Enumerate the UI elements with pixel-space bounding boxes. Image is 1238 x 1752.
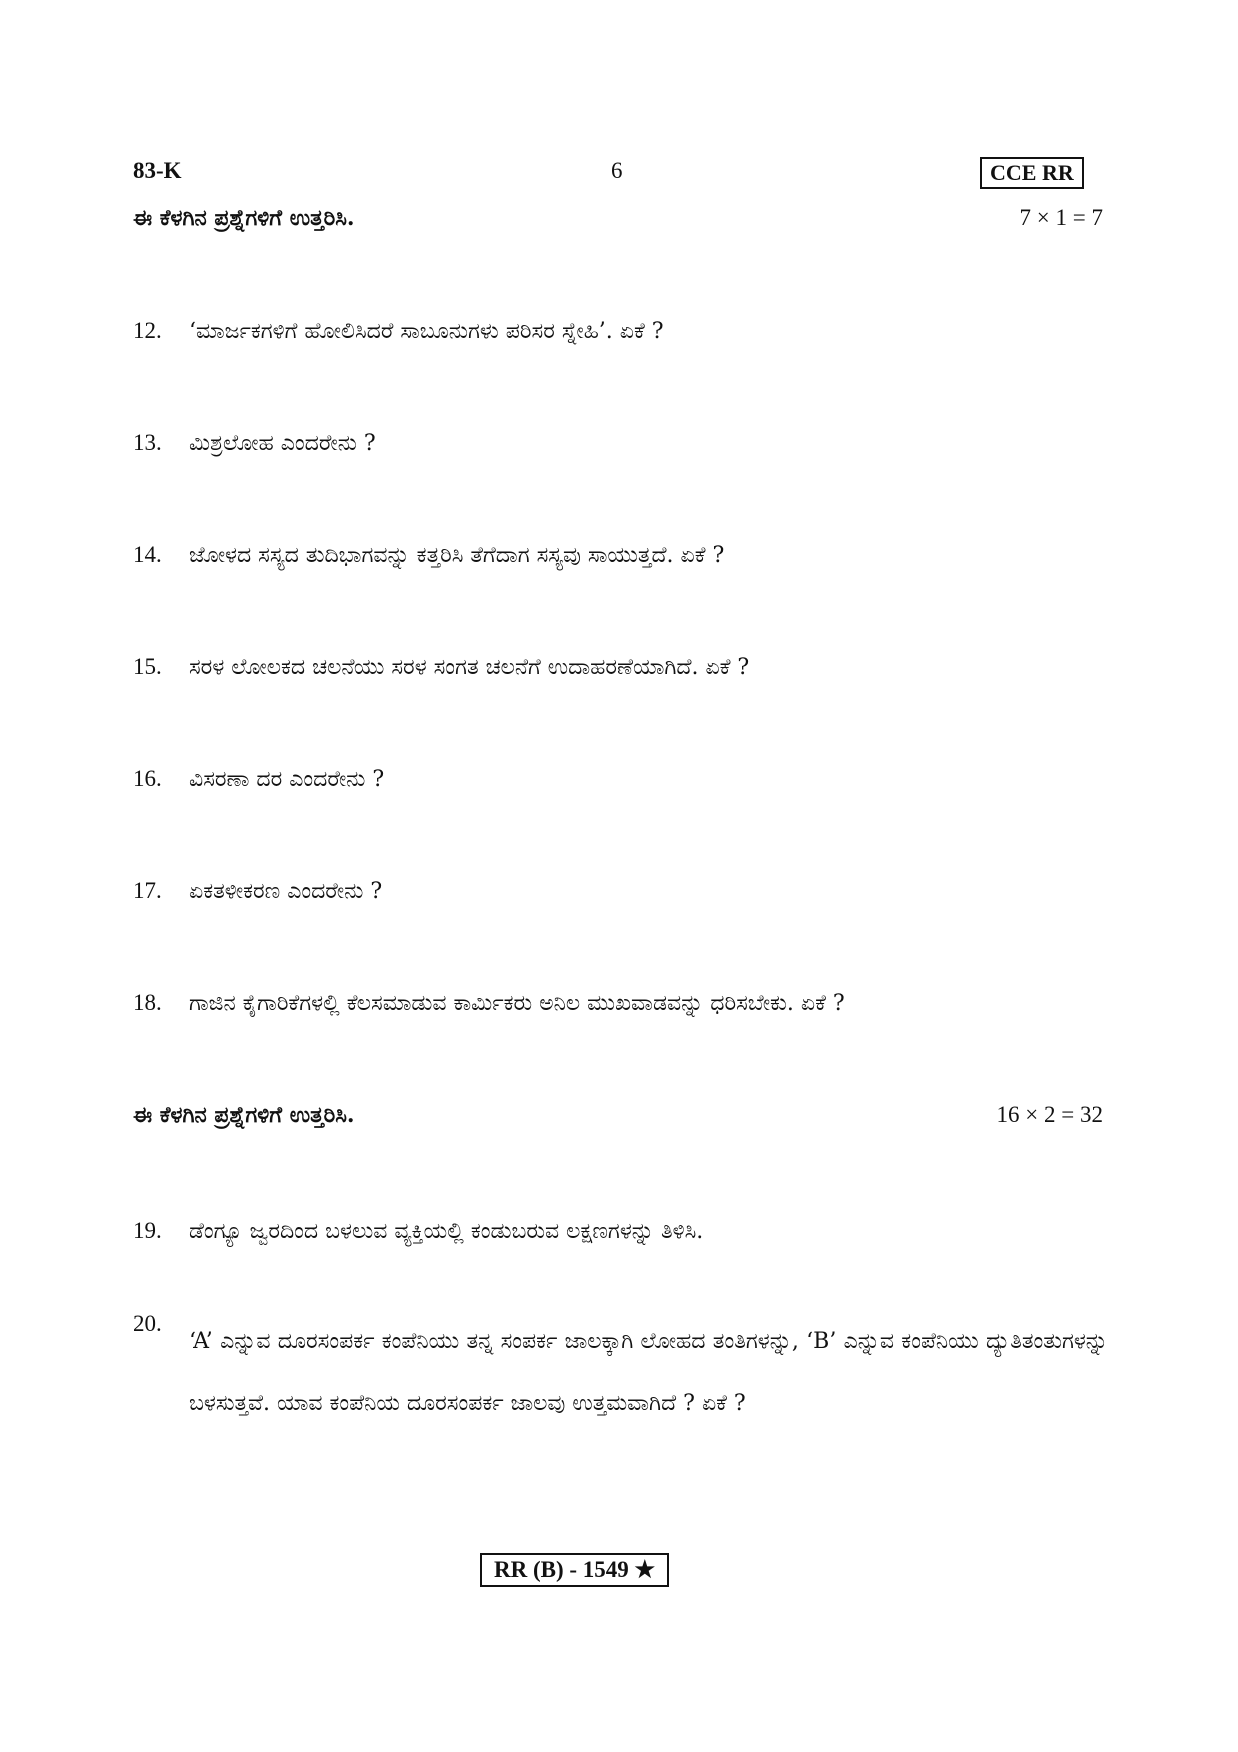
- question-item: [133, 990, 845, 1016]
- question-item: [133, 766, 384, 792]
- question-number: 19.: [133, 1218, 162, 1243]
- question-number: 18.: [133, 990, 162, 1015]
- scheme-badge: CCE RR: [980, 157, 1084, 189]
- question-item: [133, 430, 376, 456]
- page-number: 6: [611, 158, 623, 183]
- section-instruction: ಈ ಕೆಳಗಿನ ಪ್ರಶ್ನೆಗಳಿಗೆ ಉತ್ತರಿಸಿ.: [133, 1102, 355, 1128]
- question-number: 16.: [133, 766, 162, 791]
- question-text: ಗಾಜಿನ ಕೈಗಾರಿಕೆಗಳಲ್ಲಿ ಕೆಲಸಮಾಡುವ ಕಾರ್ಮಿಕರು ಅನಿಲ ಮುಖವಾಡವನ್ನು ಧರಿಸಬೇಕು. ಏಕೆ ?: [189, 991, 845, 1016]
- question-item: [133, 654, 749, 680]
- question-number: 12.: [133, 318, 162, 343]
- question-number: 20.: [133, 1311, 162, 1336]
- section-marks: 16 × 2 = 32: [996, 1102, 1103, 1127]
- question-item: [133, 878, 382, 904]
- section-marks: 7 × 1 = 7: [1019, 205, 1103, 230]
- question-item: [133, 318, 664, 344]
- question-text: ‘ಮಾರ್ಜಕಗಳಿಗೆ ಹೋಲಿಸಿದರೆ ಸಾಬೂನುಗಳು ಪರಿಸರ ಸ್ನೇಹಿ’. ಏಕೆ ?: [189, 319, 664, 344]
- footer-code-badge: RR (B) - 1549 ★: [480, 1553, 669, 1587]
- question-text: ಮಿಶ್ರಲೋಹ ಎಂದರೇನು ?: [189, 431, 376, 456]
- question-text: ಡೆಂಗ್ಯೂ ಜ್ವರದಿಂದ ಬಳಲುವ ವ್ಯಕ್ತಿಯಲ್ಲಿ ಕಂಡುಬರುವ ಲಕ್ಷಣಗಳನ್ನು ತಿಳಿಸಿ.: [189, 1219, 704, 1244]
- question-number: 13.: [133, 430, 162, 455]
- question-number: 14.: [133, 542, 162, 567]
- question-item: [133, 1218, 703, 1244]
- question-number: 15.: [133, 654, 162, 679]
- question-text: ಏಕತಳೀಕರಣ ಎಂದರೇನು ?: [189, 879, 383, 904]
- question-text: ‘A’ ಎನ್ನುವ ದೂರಸಂಪರ್ಕ ಕಂಪೆನಿಯು ತನ್ನ ಸಂಪರ್ಕ ಜಾಲಕ್ಕಾಗಿ ಲೋಹದ ತಂತಿಗಳನ್ನು, ‘B’ ಎನ್ನುವ ಕಂಪೆನಿಯು ದ್ಯುತಿತಂತುಗಳನ್ನು ಬಳಸುತ್ತವೆ. ಯಾವ ಕಂಪೆನಿಯ ದೂರಸಂಪರ್ಕ ಜಾಲವು ಉತ್ತಮವಾಗಿದೆ ? ಏಕೆ ?: [189, 1329, 1108, 1416]
- question-item: [133, 1311, 1108, 1435]
- question-item: [133, 542, 724, 568]
- question-text: ಸರಳ ಲೋಲಕದ ಚಲನೆಯು ಸರಳ ಸಂಗತ ಚಲನೆಗೆ ಉದಾಹರಣೆಯಾಗಿದೆ. ಏಕೆ ?: [189, 655, 750, 680]
- question-number: 17.: [133, 878, 162, 903]
- paper-code: 83-K: [133, 158, 182, 183]
- question-text: ವಿಸರಣಾ ದರ ಎಂದರೇನು ?: [189, 767, 385, 792]
- section-instruction: ಈ ಕೆಳಗಿನ ಪ್ರಶ್ನೆಗಳಿಗೆ ಉತ್ತರಿಸಿ.: [133, 205, 355, 231]
- question-text: ಜೋಳದ ಸಸ್ಯದ ತುದಿಭಾಗವನ್ನು ಕತ್ತರಿಸಿ ತೆಗೆದಾಗ ಸಸ್ಯವು ಸಾಯುತ್ತದೆ. ಏಕೆ ?: [189, 543, 725, 568]
